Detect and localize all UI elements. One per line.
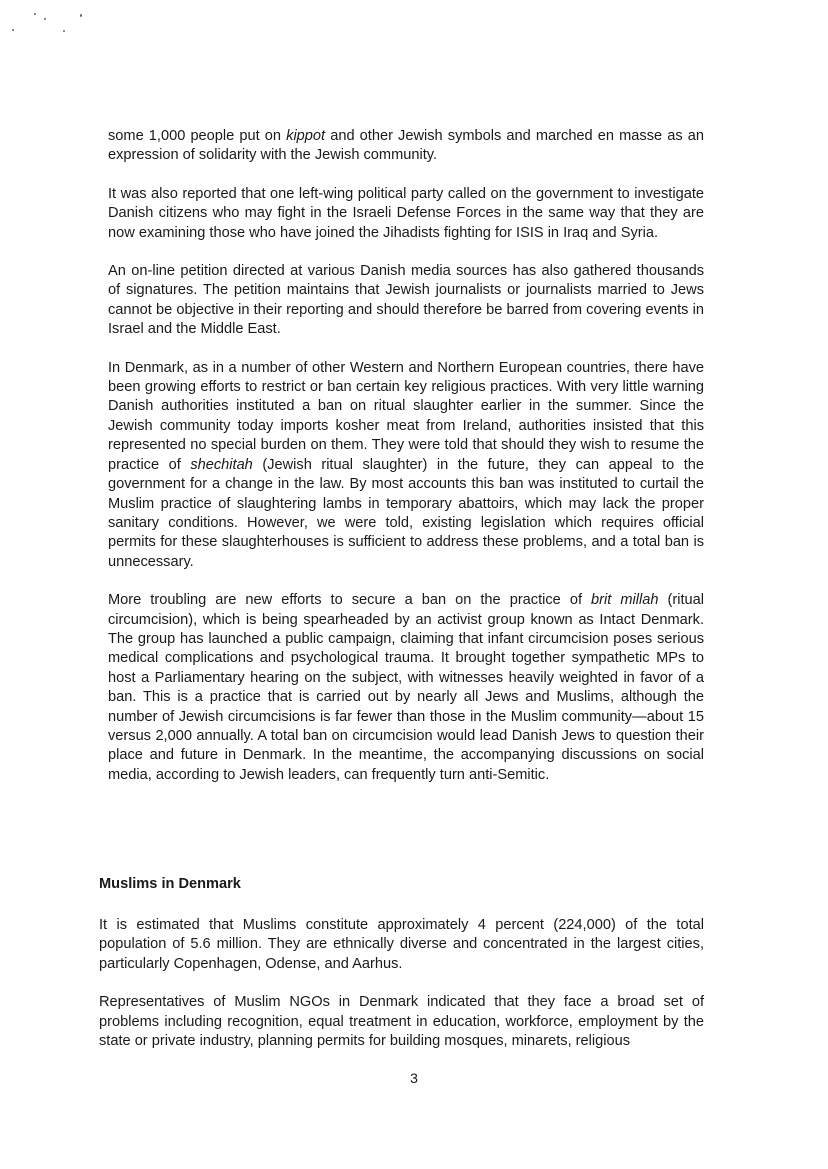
text-run: It was also reported that one left-wing political party called on the government to investigate Danish citizens who may fight in the Israeli Defense Forces in the same way that they are now examining those who have joined the Jihadists fighting for ISIS in Iraq and Syria.	[108, 185, 704, 241]
italic-term: brit millah	[591, 592, 659, 609]
paragraph	[99, 916, 704, 974]
speck	[63, 30, 65, 32]
text-run: It is estimated that Muslims constitute approximately 4 percent (224,000) of the total population of 5.6 million. They are ethnically diverse and concentrated in the largest cities, particularly Copenhagen, Odense, and Aarhus.	[99, 917, 704, 972]
section-body-text	[99, 916, 704, 1070]
paragraph	[108, 262, 704, 340]
paragraph	[108, 359, 704, 572]
paragraph	[108, 591, 704, 785]
italic-term: kippot	[286, 128, 326, 144]
text-run: Representatives of Muslim NGOs in Denmark indicated that they face a broad set of problems including recognition, equal treatment in education, workforce, employment by the state or private industry, planning permits for building mosques, minarets, religious	[99, 994, 704, 1050]
section-heading: Muslims in Denmark	[99, 876, 241, 892]
text-run: More troubling are new efforts to secure a ban on the practice of	[108, 592, 592, 609]
italic-term: shechitah	[190, 456, 253, 473]
paragraph	[99, 993, 704, 1051]
speck	[12, 29, 14, 31]
paragraph	[108, 185, 704, 243]
speck	[34, 13, 36, 15]
page-number: 3	[410, 1070, 418, 1086]
paragraph	[108, 127, 704, 166]
text-run: An on-line petition directed at various Danish media sources has also gathered thousands of signatures. The petition maintains that Jewish journalists or journalists married to Jews cannot be objective in their reporting and should therefore be barred from covering events in Israel and the Middle East.	[108, 263, 704, 338]
speck	[44, 18, 46, 20]
text-run: In Denmark, as in a number of other Western and Northern European countries, there have been growing efforts to restrict or ban certain key religious practices. With very little warning Danish authorities instituted a ban on ritual slaughter earlier in the summer. Since the Jewish community today imports kosher meat from Ireland, authorities insisted that this represented no special burden on them. They were told that should they wish to resume the practice of	[108, 359, 704, 473]
text-run: and other Jewish symbols and marched en masse as an expression of solidarity with the Jewish community.	[108, 128, 704, 164]
speck	[80, 14, 82, 17]
text-run: (Jewish ritual slaughter) in the future, they can appeal to the government for a change in the law. By most accounts this ban was instituted to curtail the Muslim practice of slaughtering lambs in temporary abattoirs, which may lack the proper sanitary conditions. However, we were told, existing legislation which requires official permits for these slaughterhouses is sufficient to address these problems, and a total ban is unnecessary.	[108, 456, 704, 570]
scan-specks	[8, 8, 88, 38]
text-run: some 1,000 people put on	[108, 128, 287, 144]
text-run: (ritual circumcision), which is being spearheaded by an activist group known as Intact Denmark. The group has launched a public campaign, claiming that infant circumcision poses serious medical complications and psychological trauma. It brought together sympathetic MPs to host a Parliamentary hearing on the subject, with witnesses heavily weighted in favor of a ban. This is a practice that is carried out by nearly all Jews and Muslims, although the number of Jewish circumcisions is far fewer than those in the Muslim community—about 15 versus 2,000 annually. A total ban on circumcision would lead Danish Jews to question their place and future in Denmark. In the meantime, the accompanying discussions on social media, according to Jewish leaders, can frequently turn anti-Semitic.	[108, 592, 705, 783]
body-text	[108, 127, 704, 804]
